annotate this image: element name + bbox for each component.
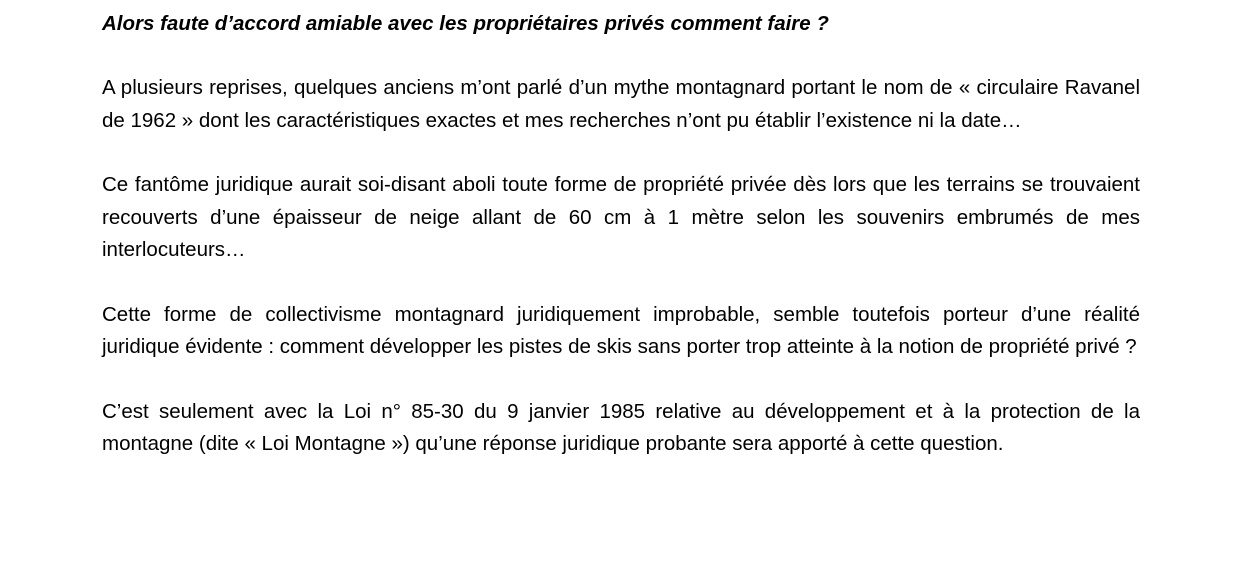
paragraph-circulaire-ravanel: A plusieurs reprises, quelques anciens m’ont parlé d’un mythe montagnard portant le nom de « circulaire Ravanel de 1962 » dont les caractéristiques exactes et mes recherches n’ont pu établir l’existence ni la date… bbox=[102, 76, 1140, 132]
section-heading: Alors faute d’accord amiable avec les propriétaires privés comment faire ? bbox=[102, 12, 829, 35]
document-page bbox=[102, 8, 1140, 461]
paragraph-loi-montagne: C’est seulement avec la Loi n° 85-30 du 9 janvier 1985 relative au développement et à la protection de la montagne (dite « Loi Montagne ») qu’une réponse juridique probante sera apporté à cette question. bbox=[102, 399, 1140, 455]
paragraph-collectivisme: Cette forme de collectivisme montagnard juridiquement improbable, semble toutefois porteur d’une réalité juridique évidente : comment développer les pistes de skis sans porter trop atteinte à la notion de propriété privé ? bbox=[102, 302, 1140, 358]
paragraph-fantome-juridique: Ce fantôme juridique aurait soi-disant aboli toute forme de propriété privée dès lors que les terrains se trouvaient recouverts d’une épaisseur de neige allant de 60 cm à 1 mètre selon les souvenirs embrumés de mes interlocuteurs… bbox=[102, 173, 1140, 261]
